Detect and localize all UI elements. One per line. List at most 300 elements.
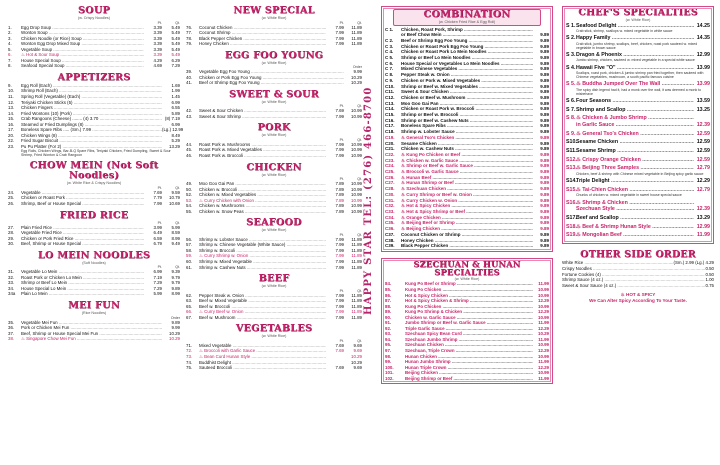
item-price: 10.29 (351, 74, 362, 80)
item-name: Sesame Shrimp ..... (576, 148, 694, 155)
item-name: Kung Po Shrimp & Chicken ..... (405, 309, 533, 315)
item-price-pint: 7.99 (335, 247, 344, 253)
item-number: C 2. (385, 37, 394, 43)
item-price: 9.89 (540, 60, 549, 66)
item-number: 99. (385, 359, 392, 365)
menu-item (566, 215, 710, 222)
item-name: Black Pepper Chicken ..... (401, 243, 533, 249)
item-number: 7. (8, 57, 12, 63)
item-number: S 7. (566, 106, 576, 113)
item-number: 23. (8, 143, 15, 149)
item-name: Chicken Fingers ..... (21, 105, 162, 111)
item-number: 101. (385, 370, 394, 376)
chef-item (566, 157, 710, 164)
item-number: 63. (186, 298, 193, 304)
chef-item (566, 98, 710, 105)
price-header: Pt. (157, 220, 162, 225)
item-name: ♨ Hunan Beef ..... (401, 175, 533, 181)
section-subtitle: (w. White Rice) (261, 284, 287, 289)
item-name: Beef w. Mixed Vegetable ..... (199, 298, 326, 304)
item-name: Chicken or Beef w. Mushroom ..... (401, 95, 533, 101)
menu-item (566, 232, 710, 239)
item-name: Pork or Chicken Mei Fun ..... (21, 325, 162, 331)
item-name: Sesame Chicken ..... (401, 141, 533, 147)
item-number: C14. (385, 106, 395, 112)
item-price-pint: 7.29 (153, 280, 162, 286)
item-note: Egg Rolls, Chicken Wings, Bar-B-Q Spare Ribs, Teriyaki Chicken, Fried Dumpling, Sweet & Sour Shrimp, Fried Wonton & Crab Rangoon (21, 149, 171, 158)
item-name: Beef w. Broccoli ..... (199, 304, 326, 310)
item-number: 38. (8, 336, 15, 342)
item-name: ♨ Beijing Beef or Shrimp ..... (401, 220, 533, 226)
item-name: Vegetable Fried Rice ..... (21, 230, 144, 236)
item-price-pint: 7.29 (153, 285, 162, 291)
menu-item (566, 165, 710, 172)
item-name: Mixed Vegetable ..... (199, 343, 326, 349)
item-number: 102. (385, 375, 394, 381)
item-number: 15. (8, 116, 15, 122)
item-number: C32. (385, 203, 395, 209)
item-price: 11.89 (351, 314, 362, 320)
item-number: 66. (186, 309, 193, 315)
item-price: 6.99 (171, 121, 180, 127)
item-number: 62. (186, 292, 193, 298)
menu-item (186, 315, 362, 321)
item-name: ♨ Curry Chicken w. Onion ..... (401, 198, 533, 204)
section-eggfooyoung (186, 51, 362, 86)
item-price: 11.99 (538, 336, 549, 342)
chef-item (566, 187, 710, 198)
item-price-pint: 7.89 (335, 186, 344, 192)
item-name: Shrimp or Beef w. Mixed Vegetables ..... (401, 84, 533, 90)
item-price-pint: 7.99 (335, 30, 344, 36)
item-name: Spring Roll (Vegetable) (Each) ..... (21, 94, 162, 100)
item-number: C10. (385, 83, 395, 89)
item-price: 12.39 (696, 122, 710, 128)
item-price: 10.99 (538, 303, 549, 309)
item-name: Coconut Shrimp ..... (199, 30, 326, 36)
item-name: Chicken or Pork Fried Rice ..... (21, 236, 144, 242)
item-name: Sesame Chicken ..... (576, 139, 694, 146)
item-price: 1.45 (171, 93, 180, 99)
chef-item (566, 139, 710, 146)
item-price: (Sm.) 2.99 (Lg.) 4.29 (673, 259, 714, 265)
item-price: 11.89 (351, 298, 362, 304)
item-name: Honey Chicken ..... (401, 238, 533, 244)
item-name: Kung Po Chicken ..... (405, 304, 533, 310)
item-name: Fried Sugar Biscuit ..... (21, 138, 162, 144)
chef-item (566, 165, 710, 176)
item-price-pint: 7.89 (335, 181, 344, 187)
item-name: Moo Goo Gai Pan ..... (401, 101, 533, 107)
item-price-pint: 7.89 (335, 197, 344, 203)
item-number: 20. (8, 132, 15, 138)
item-number: C 9. (385, 77, 394, 83)
item-number: C 1. (385, 26, 394, 32)
item-number: 78. (186, 35, 193, 41)
item-name: Fortune Cookies (4) ..... (562, 272, 705, 278)
item-name: Shrimp w. Lobster Sauce ..... (401, 129, 533, 135)
item-price: 9.89 (540, 37, 549, 43)
item-number: 6. (8, 52, 12, 58)
menu-item (186, 41, 362, 47)
item-number: S 5. (566, 81, 576, 88)
item-name: ♨ Chicken w. Garlic Sauce ..... (401, 158, 533, 164)
item-name: Egg Drop Soup ..... (21, 25, 144, 31)
item-number: S 6. (566, 97, 576, 104)
item-name: Hot & Spicy Chicken ..... (405, 293, 533, 299)
item-number: C34. (385, 214, 395, 220)
item-name: Wonton Soup ..... (21, 30, 144, 36)
item-price: 5.49 (171, 24, 180, 30)
item-price: 7.29 (171, 63, 180, 69)
item-number: 35. (8, 319, 15, 325)
item-price-pint: 7.99 (335, 303, 344, 309)
item-number: C18. (385, 129, 395, 135)
item-price: 9.89 (540, 66, 549, 72)
item-price: 9.39 (171, 269, 180, 275)
item-name: Crab Rangoons (Cheese) ........ (4) 3.70 ..... (21, 116, 162, 122)
item-number: 77. (186, 30, 193, 36)
item-number: 43. (186, 113, 193, 119)
item-price: 5.49 (171, 52, 180, 58)
item-price: 8.99 (171, 291, 180, 297)
section-title: APPETIZERS (57, 71, 131, 83)
item-number: C27. (385, 180, 395, 186)
item-name: Beef or Shrimp Egg Foo Young ..... (401, 38, 533, 44)
section-pork (186, 123, 362, 158)
item-number (566, 122, 576, 129)
menu-item (186, 114, 362, 120)
item-number: 40. (186, 74, 193, 80)
price-header: Pt. (339, 177, 344, 182)
menu-item (385, 376, 549, 382)
item-price-pint: 7.89 (335, 192, 344, 198)
item-price: 9.89 (540, 220, 549, 226)
item-name: Pepper Steak w. Onion ..... (401, 72, 533, 78)
section-subtitle: (w. White Rice) (261, 228, 287, 233)
item-name: ♨ Broccoli w. Garlic Sauce ..... (401, 169, 533, 175)
price-header: Qt. (357, 177, 362, 182)
item-price: 9.89 (540, 72, 549, 78)
item-name: Beef, Shrimp or House Special Mei Fun ..... (21, 331, 162, 337)
item-number: S17. (566, 214, 577, 221)
section-meifun (8, 301, 180, 342)
item-name: Chicken w. Mushrooms ..... (199, 203, 326, 209)
item-number: 26. (8, 201, 15, 207)
item-number: 25. (8, 195, 15, 201)
item-name: ♨ Kung Po Chicken or Beef ..... (401, 152, 533, 158)
item-price: 14.35 (696, 35, 710, 42)
menu-item (566, 148, 710, 155)
item-price: 9.89 (540, 134, 549, 140)
item-name: Pepper Steak w. Onion ..... (199, 293, 326, 299)
item-number: 53. (186, 197, 193, 203)
item-price: 9.89 (540, 49, 549, 55)
item-price: 10.99 (351, 147, 362, 153)
price-header: Pt. (339, 338, 344, 343)
item-price: 8.59 (171, 230, 180, 236)
menu-item (566, 206, 710, 213)
item-price: 12.29 (538, 364, 549, 370)
section-subtitle: (Soft Noodles) (82, 260, 106, 265)
price-header: Pt. (157, 265, 162, 270)
menu-item (566, 157, 710, 164)
item-name: Beijing Shrimp or Beef ..... (405, 376, 533, 382)
item-number: 73. (186, 353, 193, 359)
price-header: Pt. (339, 104, 344, 109)
item-name: Coconut Chicken or Shrimp ..... (401, 232, 533, 238)
section-title: BEEF (258, 273, 290, 285)
item-name: ♨ Buddha Jumped Over The Wall ..... (576, 81, 694, 88)
price-header: Qt. (357, 104, 362, 109)
item-price: 9.89 (540, 226, 549, 232)
section-title: VEGETABLES (235, 323, 313, 335)
item-price: 12.29 (538, 309, 549, 315)
item-number: 1. (8, 24, 12, 30)
item-price: 13.99 (696, 81, 710, 88)
chef-item (566, 200, 710, 207)
item-name: Chicken w. Mixed Vegetables ..... (199, 192, 326, 198)
item-price: 9.89 (540, 209, 549, 214)
item-price: 9.89 (540, 163, 549, 169)
item-price-pint: 7.99 (335, 41, 344, 47)
item-number: 34a (8, 291, 16, 297)
item-price-pint: 7.99 (335, 153, 344, 159)
item-name: ♨ Beijing Chicken ..... (401, 226, 533, 232)
chef-subtitle: (w. White Rice) (625, 18, 651, 22)
item-price: 5.49 (171, 46, 180, 52)
combination-header (393, 9, 541, 26)
item-price: 10.99 (351, 108, 362, 114)
section-title: SWEET & SOUR (228, 88, 320, 100)
item-price-pint: 5.99 (153, 291, 162, 297)
combination-title: COMBINATION (423, 9, 511, 20)
menu-item (566, 224, 710, 231)
item-number: 91. (385, 320, 392, 326)
item-price: 9.89 (540, 32, 549, 38)
item-number: C 3. (385, 43, 394, 49)
item-number: C37. (385, 231, 395, 237)
item-name: Shrimp w. Chinese Vegetable (White Sauce) ..... (199, 242, 326, 248)
item-number: C28. (385, 186, 395, 192)
item-name: Seafood Special Soup ..... (21, 63, 144, 69)
item-name: Chicken, Roast Pork, Shrimp ..... (401, 27, 533, 33)
item-number: 46. (186, 153, 193, 159)
item-description: Chunks of chicken w. mixed vegetable in sweet house special sauce (576, 193, 682, 198)
item-price: 10.29 (538, 331, 549, 337)
item-name: Egg Roll (Each) ..... (21, 83, 162, 89)
item-name: Szechuan Style ..... (576, 206, 694, 213)
item-price-pint: 7.69 (335, 348, 344, 354)
section-title: MEI FUN (68, 300, 120, 311)
item-number: 12. (8, 99, 15, 105)
item-name: Jumbo Shrimp or Beef w. Garlic Sauce ..... (405, 320, 533, 326)
item-price: 9.89 (540, 237, 549, 243)
item-price: 10.99 (538, 286, 549, 292)
item-price: 6.99 (171, 99, 180, 105)
item-name: Triple Garlic Sauce ..... (405, 326, 533, 332)
item-name: ♨ Broccoli with Garlic Sauce ..... (199, 348, 326, 354)
item-price-pint: 7.99 (335, 141, 344, 147)
item-price-pint: 3.99 (153, 224, 162, 230)
menu-item (566, 122, 710, 129)
item-price-pint: 6.99 (153, 269, 162, 275)
item-number: C16. (385, 117, 395, 123)
chef-item (566, 224, 710, 231)
item-number: C17. (385, 123, 395, 129)
item-number: C25. (385, 169, 395, 175)
item-name: Mixed Chinese Vegetables ..... (401, 66, 533, 72)
item-price: 9.89 (540, 197, 549, 203)
price-header: Qt. (175, 185, 180, 190)
item-price: 9.89 (540, 180, 549, 186)
item-name: Shrimp or Beef w. Cashew Nuts ..... (401, 118, 533, 124)
item-price: 10.99 (351, 141, 362, 147)
item-price: 8.49 (171, 132, 180, 138)
item-price: 9.89 (540, 112, 549, 118)
item-number: 39. (186, 69, 193, 75)
item-number: C13. (385, 100, 395, 106)
item-price-pint: 7.69 (335, 365, 344, 371)
item-price: 11.99 (538, 375, 549, 381)
item-name: Vegetable ..... (21, 190, 144, 196)
item-name: ♨ Singapore Chow Mei Fun ..... (21, 336, 162, 342)
item-price-pint: 7.89 (335, 208, 344, 214)
item-number: 72. (186, 348, 193, 354)
item-price: 11.99 (538, 359, 549, 365)
item-name: Sweet & Sour Chicken ..... (199, 108, 326, 114)
item-number: C24. (385, 163, 395, 169)
chef-item (566, 65, 710, 80)
item-number: 60. (186, 259, 193, 265)
item-number: S10. (566, 139, 577, 146)
item-name: Hunan Jumbo Shrimp ..... (405, 359, 533, 365)
item-name: Crispy Noodles ..... (562, 266, 705, 272)
item-number: C33. (385, 209, 395, 214)
item-price: 11.89 (351, 253, 362, 259)
price-header: Pt. (157, 185, 162, 190)
item-number: C30. (385, 191, 395, 197)
item-description: Chicken, beef & shrimp with Chinese mixed vegetable in Beijing spicy garlic sauce (576, 171, 704, 176)
item-price: 11.89 (351, 303, 362, 309)
middle-column (186, 6, 362, 375)
section-title: FRIED RICE (59, 209, 129, 221)
item-price: 11.89 (351, 24, 362, 30)
item-number: 75. (186, 365, 193, 371)
item-name: Chicken w. Broccoli ..... (199, 187, 326, 193)
item-price: 10.99 (538, 314, 549, 320)
item-name: Chicken Wings (8) ..... (21, 133, 162, 139)
item-number: 30. (8, 241, 15, 247)
item-name: House Special Lo Mein ..... (21, 286, 144, 292)
item-name: Shrimp Sauce (4 oz.) ..... (562, 277, 705, 283)
item-price-pint: 7.99 (335, 242, 344, 248)
item-price-pint: 7.99 (335, 298, 344, 304)
menu-item (566, 131, 710, 138)
section-lomein (8, 251, 180, 297)
price-header: Qt. (175, 20, 180, 25)
item-price: 5.99 (171, 224, 180, 230)
item-name: Honey Chicken ..... (199, 41, 326, 47)
item-number: C23. (385, 157, 395, 163)
item-name: House Special or Vegetables Lo Mein Noodles ..... (401, 61, 533, 67)
item-number: C19. (385, 134, 395, 140)
price-header: Qt. (357, 288, 362, 293)
item-price: 11.89 (351, 41, 362, 47)
item-price-pint: 3.39 (153, 52, 162, 58)
item-price: 9.59 (171, 189, 180, 195)
item-description: Jumbo shrimp, chicken, sauteed w. mixed vegetable in a special white sauce (576, 58, 695, 63)
szechuan-title: SZECHUAN & HUNAN SPECIALTIES (413, 258, 521, 278)
item-price: 12.79 (696, 165, 710, 172)
item-number: C21. (385, 146, 395, 152)
item-name: ♨ Orange Chicken ..... (401, 215, 533, 221)
combination-list (385, 27, 549, 249)
item-price: 9.89 (540, 243, 549, 249)
szechuan-list (385, 281, 549, 381)
item-price: 11.89 (351, 259, 362, 265)
phone-banner (361, 60, 379, 320)
item-price: 12.59 (696, 139, 710, 146)
item-price: 13.99 (696, 64, 710, 71)
item-number: 79. (186, 41, 193, 47)
item-name: Chicken w. Snow Peas ..... (199, 209, 326, 215)
item-price-pint: 7.99 (153, 201, 162, 207)
menu-item (566, 81, 710, 88)
item-name: Sweet & Sour Sauce (4 oz.) ..... (562, 283, 705, 289)
item-price (694, 200, 710, 207)
price-header: Qt. (357, 338, 362, 343)
item-number: 45. (186, 147, 193, 153)
left-column (8, 5, 184, 346)
chef-item (566, 122, 710, 129)
chef-item (566, 206, 710, 213)
item-name: ♨ Beef & Shrimp Hunan Style ..... (576, 224, 694, 231)
menu-item (8, 241, 180, 247)
item-price: 5.29 (171, 138, 180, 144)
item-name: ♨ Curry Chicken with Onion ..... (199, 198, 326, 204)
item-number: 24. (8, 189, 15, 195)
item-number: S14. (566, 178, 577, 185)
item-name: Shrimp, Beef or House Special ..... (21, 201, 144, 207)
item-price: 9.89 (540, 140, 549, 146)
item-price: 9.69 (353, 342, 362, 348)
item-name: Chicken w. Cashew Nuts ..... (401, 146, 533, 152)
item-price: 9.89 (540, 214, 549, 220)
item-price-pint: 7.89 (335, 203, 344, 209)
menu-item (186, 209, 362, 215)
chef-item (566, 215, 710, 222)
item-number: 87. (385, 298, 392, 304)
item-number: 29. (8, 235, 15, 241)
item-name: Szechuan Spicy Bean Curd ..... (405, 331, 533, 337)
item-name: Plain Fried Rice ..... (21, 225, 144, 231)
item-price-pint: 3.39 (153, 46, 162, 52)
menu-item (566, 107, 710, 114)
item-price: 10.99 (351, 153, 362, 159)
item-name: Szechuan Chicken ..... (405, 342, 533, 348)
price-header: Qt. (357, 137, 362, 142)
section-chicken (186, 163, 362, 215)
item-number: 58. (186, 247, 193, 253)
item-number: 37. (8, 330, 15, 336)
item-name: ♨ Hot & Sour Soup ..... (21, 52, 144, 58)
item-name: Coconut Chicken ..... (199, 25, 326, 31)
item-name: ♨ Curry Shrimp w. Onion ..... (199, 253, 326, 259)
item-price: 5.49 (171, 35, 180, 41)
item-price: 13.25 (696, 106, 710, 113)
spicy-legend-text: HOT & SPICY (626, 291, 656, 297)
